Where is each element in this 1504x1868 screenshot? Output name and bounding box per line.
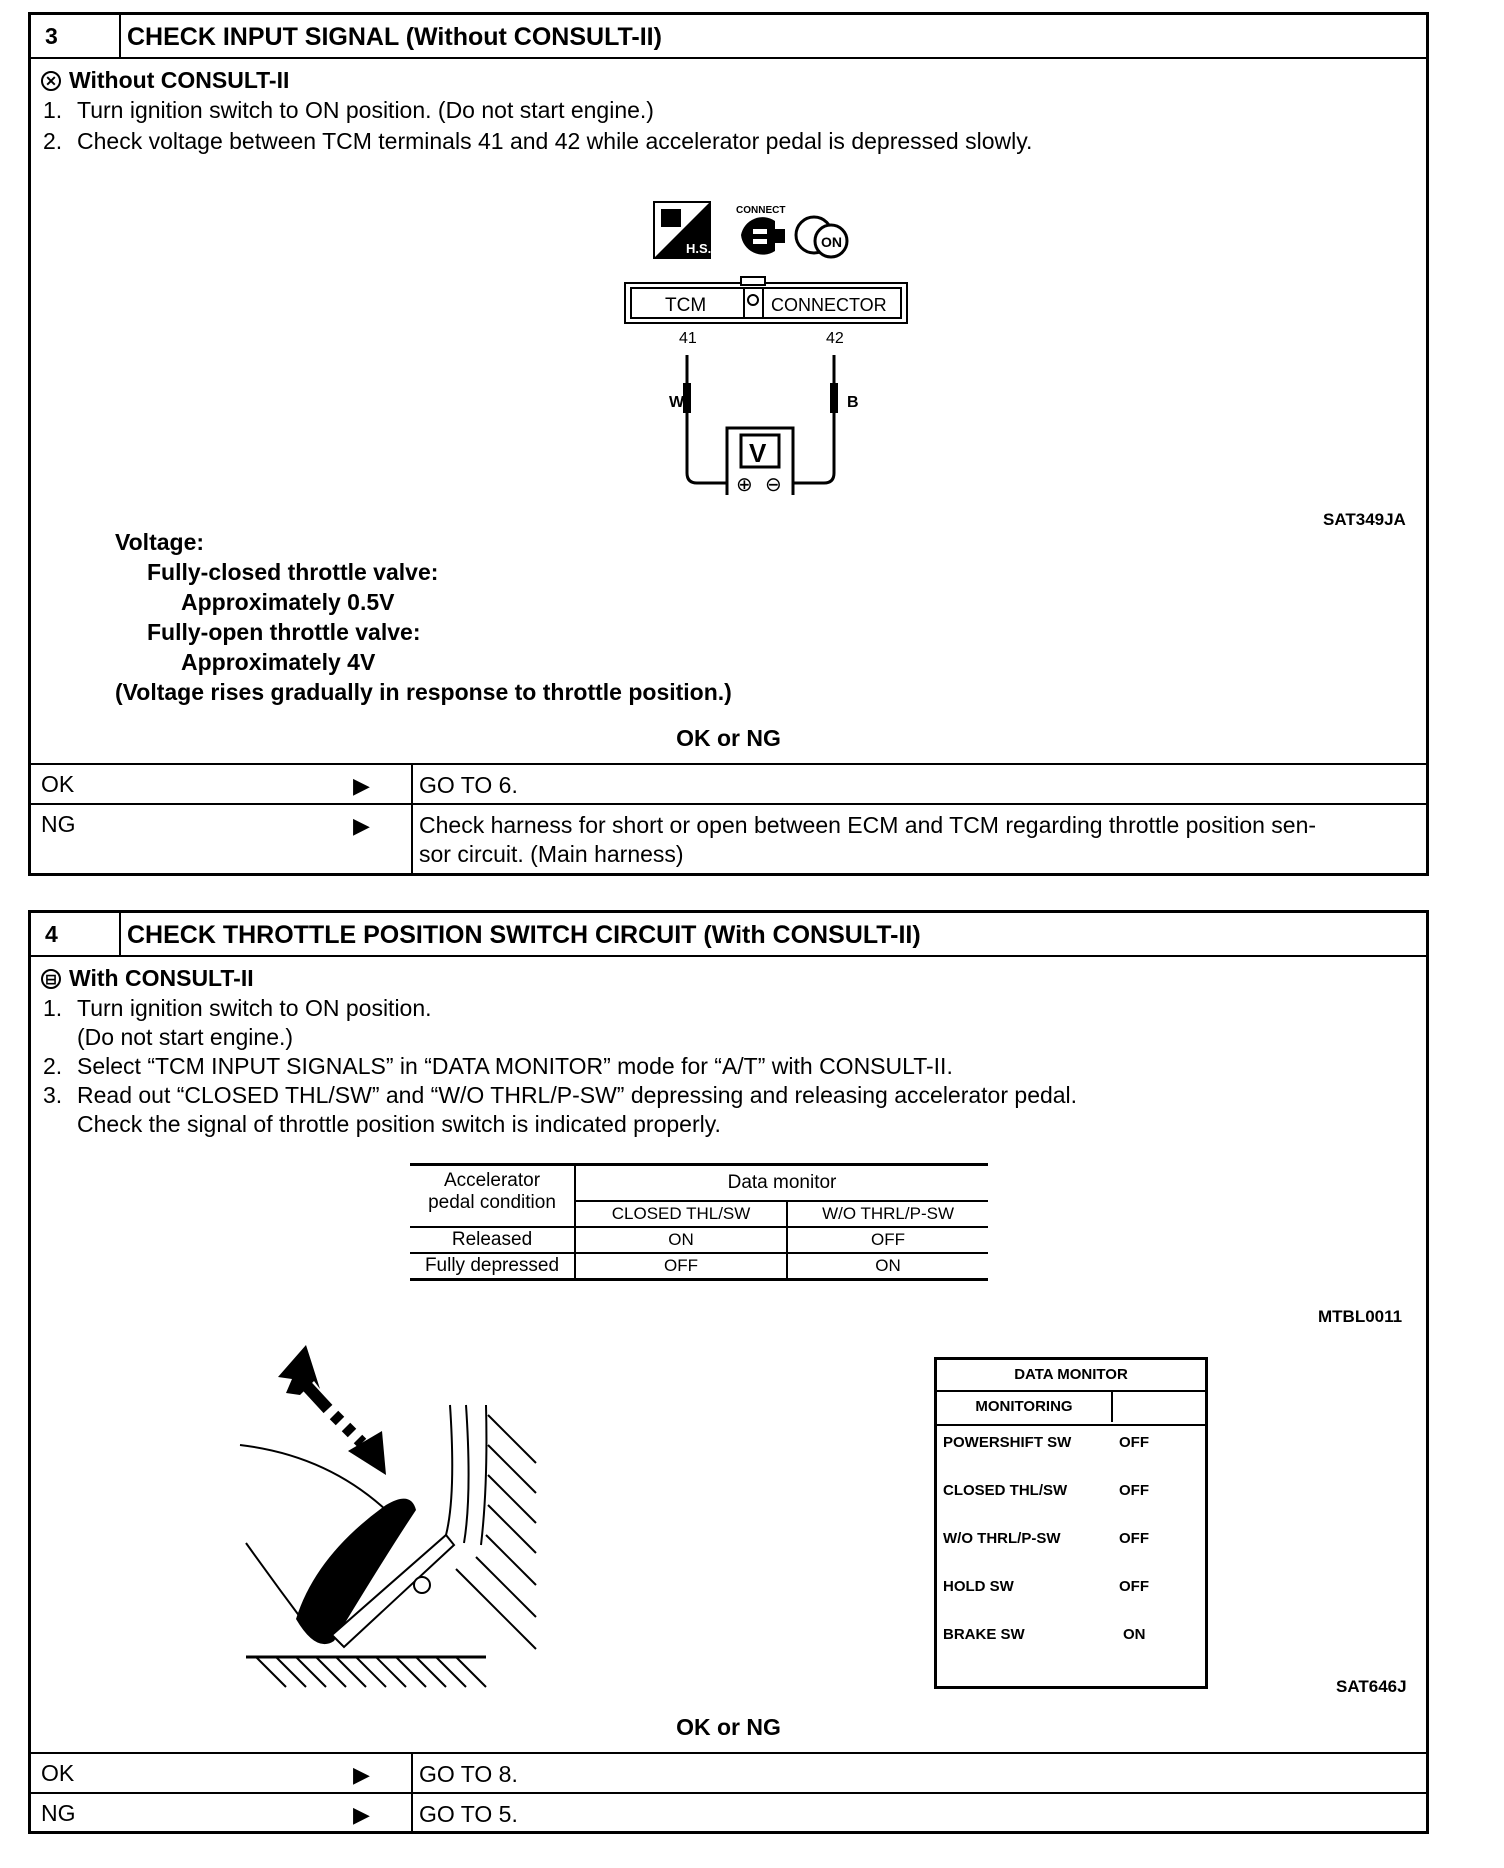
result-ok-label: OK bbox=[41, 1760, 75, 1786]
connect-label: CONNECT bbox=[736, 205, 786, 216]
spec-closed-label: Fully-closed throttle valve: bbox=[147, 559, 439, 585]
svg-text:⊕: ⊕ bbox=[736, 474, 753, 495]
result-ng-row bbox=[28, 1792, 1429, 1834]
connector-icon bbox=[736, 205, 785, 255]
tcm-label: TCM bbox=[665, 295, 707, 316]
ignition-key-icon bbox=[796, 217, 847, 257]
arrow-right-icon: ▶ bbox=[353, 1762, 370, 1787]
hs-icon bbox=[654, 202, 711, 258]
spec-heading: Voltage: bbox=[115, 529, 205, 555]
consult-icon: ⊟ bbox=[41, 969, 61, 989]
table-row: Fully depressed OFF ON bbox=[410, 1253, 988, 1280]
on-label: ON bbox=[821, 234, 842, 250]
mode-without-consult bbox=[41, 67, 289, 94]
monitor-subheader: MONITORING bbox=[937, 1392, 1205, 1426]
connector-label: CONNECTOR bbox=[771, 295, 887, 315]
result-ok-row bbox=[31, 763, 1426, 803]
hs-label: H.S. bbox=[686, 241, 712, 256]
terminal-41: 41 bbox=[679, 330, 697, 347]
section-3 bbox=[28, 12, 1429, 876]
result-ng-action: GO TO 5. bbox=[419, 1801, 518, 1827]
table-header-data-monitor: Data monitor bbox=[575, 1165, 988, 1202]
ok-or-ng-label: OK or NG bbox=[676, 1714, 781, 1740]
step-1: 1. Turn ignition switch to ON position. (Do not start engine.) bbox=[43, 97, 654, 123]
result-ng-row bbox=[31, 803, 1426, 873]
arrow-right-icon: ▶ bbox=[353, 1802, 370, 1827]
data-monitor-table bbox=[410, 1163, 988, 1281]
table-row: Released ON OFF bbox=[410, 1227, 988, 1253]
step-3: 3. Read out “CLOSED THL/SW” and “W/O THRL/P-SW” depressing and releasing accelerator pedal. bbox=[43, 1082, 1078, 1108]
monitor-item: W/O THRL/P-SW OFF bbox=[943, 1530, 1149, 1547]
meter-label: V bbox=[749, 438, 767, 468]
figure-ref-sat646j: SAT646J bbox=[1336, 1677, 1407, 1696]
result-ok-label: OK bbox=[41, 771, 75, 797]
step-2: 2. Select “TCM INPUT SIGNALS” in “DATA MONITOR” mode for “A/T” with CONSULT-II. bbox=[43, 1053, 953, 1079]
section-3-header bbox=[31, 15, 1426, 59]
mode-label: Without CONSULT-II bbox=[69, 67, 290, 93]
wire-w: W bbox=[669, 394, 685, 411]
ok-or-ng-label: OK or NG bbox=[676, 725, 781, 751]
result-ok-row bbox=[28, 1752, 1429, 1792]
consult-data-monitor-screen bbox=[934, 1357, 1208, 1689]
arrow-right-icon: ▶ bbox=[353, 773, 370, 798]
section-3-title: CHECK INPUT SIGNAL (Without CONSULT-II) bbox=[127, 23, 662, 51]
monitor-item: CLOSED THL/SW OFF bbox=[943, 1482, 1149, 1499]
section-4-title: CHECK THROTTLE POSITION SWITCH CIRCUIT (With CONSULT-II) bbox=[127, 921, 921, 949]
table-header-condition: Accelerator pedal condition bbox=[410, 1165, 575, 1228]
table-col-wo: W/O THRL/P-SW bbox=[822, 1204, 954, 1223]
monitor-title: DATA MONITOR bbox=[937, 1360, 1205, 1392]
figure-ref-sat349ja: SAT349JA bbox=[1323, 510, 1406, 529]
step-1: 1. Turn ignition switch to ON position. bbox=[43, 995, 432, 1021]
step-2: 2. Check voltage between TCM terminals 41 and 42 while accelerator pedal is depressed slowly. bbox=[43, 128, 1033, 154]
no-consult-icon: ✕ bbox=[41, 71, 61, 91]
spec-open-label: Fully-open throttle valve: bbox=[147, 619, 421, 645]
result-ng-action: Check harness for short or open between ECM and TCM regarding throttle position sen- sor circuit. (Main harness) bbox=[419, 812, 1317, 867]
table-col-closed: CLOSED THL/SW bbox=[575, 1201, 787, 1227]
wire-b: B bbox=[847, 394, 859, 411]
spec-note: (Voltage rises gradually in response to throttle position.) bbox=[115, 679, 732, 705]
result-ok-action: GO TO 8. bbox=[419, 1761, 518, 1787]
voltmeter-icon bbox=[727, 428, 793, 495]
table-ref-mtbl0011: MTBL0011 bbox=[1318, 1307, 1403, 1326]
step-1-note: (Do not start engine.) bbox=[77, 1024, 294, 1050]
spec-closed-value: Approximately 0.5V bbox=[181, 589, 395, 615]
section-3-number: 3 bbox=[31, 15, 121, 57]
voltage-check-diagram bbox=[591, 185, 921, 495]
terminal-42: 42 bbox=[826, 330, 844, 347]
svg-text:⊖: ⊖ bbox=[765, 474, 782, 495]
spec-open-value: Approximately 4V bbox=[181, 649, 376, 675]
monitor-item: HOLD SW OFF bbox=[943, 1578, 1149, 1595]
mode-label: With CONSULT-II bbox=[69, 965, 254, 991]
section-4-number: 4 bbox=[31, 913, 121, 955]
arrow-right-icon: ▶ bbox=[353, 813, 370, 838]
section-4-header bbox=[31, 913, 1426, 957]
result-ng-label: NG bbox=[41, 811, 76, 837]
monitor-item: BRAKE SW ON bbox=[943, 1626, 1146, 1643]
accelerator-pedal-illustration bbox=[236, 1335, 596, 1695]
step-3-note: Check the signal of throttle position switch is indicated properly. bbox=[77, 1111, 721, 1137]
mode-with-consult bbox=[41, 965, 254, 992]
result-ok-action: GO TO 6. bbox=[419, 772, 518, 798]
result-ng-label: NG bbox=[41, 1800, 76, 1826]
monitor-item: POWERSHIFT SW OFF bbox=[943, 1434, 1149, 1451]
